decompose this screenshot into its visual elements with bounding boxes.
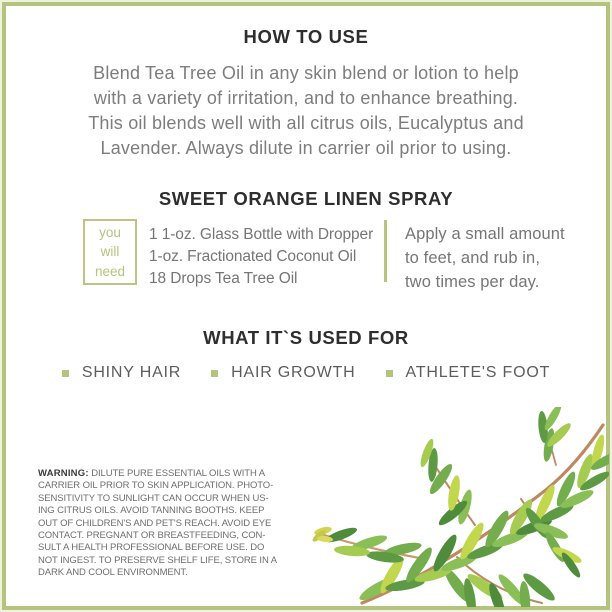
- warning-block: [38, 468, 277, 580]
- use-label: SHINY HAIR: [81, 364, 182, 381]
- application-line: to feet, and rub in,: [405, 249, 541, 267]
- ingredient-item: 1-oz. Fractionated Coconut Oil: [149, 248, 357, 265]
- ingredient-list: [149, 224, 373, 290]
- intro-line: Lavender. Always dilute in carrier oil prior to using.: [100, 138, 512, 158]
- warning-line: SULT A HEALTH PROFESSIONAL BEFORE USE. DO: [38, 542, 265, 554]
- ingredient-item: 18 Drops Tea Tree Oil: [149, 270, 298, 287]
- how-to-use-paragraph: [2, 61, 610, 161]
- warning-line: WARNING: DILUTE PURE ESSENTIAL OILS WITH A: [38, 468, 265, 479]
- warning-line: CARRIER OIL PRIOR TO SKIN APPLICATION. PHOTO-: [38, 480, 274, 492]
- use-item: [386, 364, 551, 382]
- warning-line: ING CITRUS OILS. AVOID TANNING BOOTHS. KEEP: [38, 505, 265, 517]
- ingredient-item: 1 1-oz. Glass Bottle with Dropper: [149, 226, 374, 243]
- how-to-use-title: HOW TO USE: [243, 26, 369, 47]
- vertical-divider: [384, 220, 387, 282]
- warning-line: DARK AND COOL ENVIRONMENT.: [38, 567, 188, 579]
- application-line: two times per day.: [405, 273, 540, 291]
- use-label: ATHLETE'S FOOT: [405, 364, 551, 381]
- tea-tree-branch-illustration: [307, 407, 609, 607]
- bullet-square-icon: [211, 370, 218, 377]
- warning-line: OUT OF CHILDREN'S AND PET'S REACH. AVOID EYE: [38, 517, 272, 529]
- intro-line: with a variety of irritation, and to enhance breathing.: [93, 88, 519, 108]
- intro-line: Blend Tea Tree Oil in any skin blend or lotion to help: [93, 63, 519, 83]
- use-label: HAIR GROWTH: [231, 364, 356, 381]
- warning-label: WARNING:: [38, 468, 89, 479]
- intro-line: This oil blends well with all citrus oils, Eucalyptus and: [88, 113, 524, 133]
- warning-line: SENSITIVITY TO SUNLIGHT CAN OCCUR WHEN US-: [38, 492, 269, 504]
- bullet-square-icon: [386, 370, 393, 377]
- warning-line: NOT INGEST. TO PRESERVE SHELF LIFE, STORE IN A: [38, 554, 277, 566]
- use-item: [211, 364, 355, 382]
- recipe-title: SWEET ORANGE LINEN SPRAY: [158, 188, 454, 209]
- uses-row: [2, 364, 610, 382]
- uses-title: WHAT IT`S USED FOR: [203, 327, 409, 348]
- warning-line: CONTACT. PREGNANT OR BREASTFEEDING, CON-: [38, 530, 266, 542]
- you-will-need-label: you will need: [94, 224, 126, 279]
- application-instructions: [405, 222, 565, 294]
- use-item: [62, 364, 181, 382]
- you-will-need-box: [83, 219, 137, 285]
- application-line: Apply a small amount: [405, 225, 565, 243]
- bullet-square-icon: [62, 370, 69, 377]
